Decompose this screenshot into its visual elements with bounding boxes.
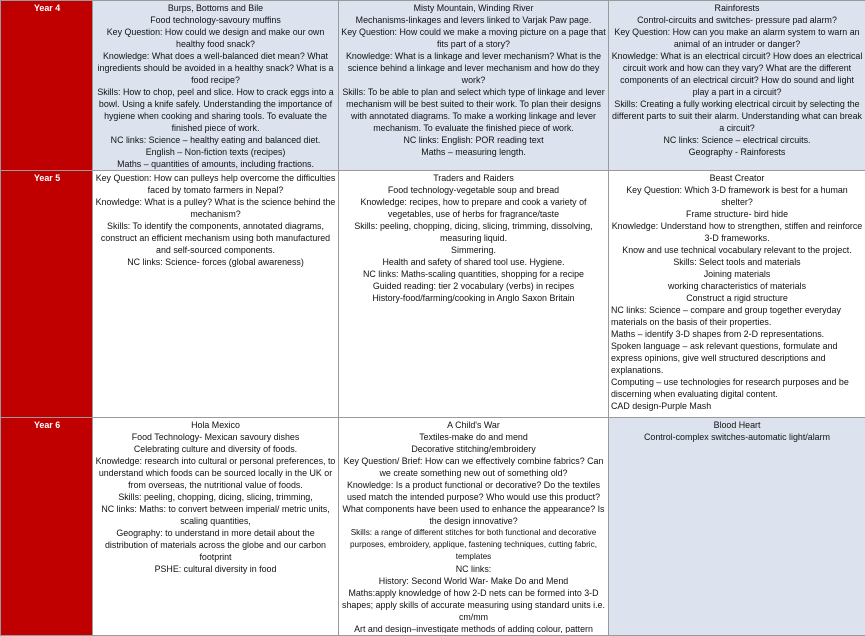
year-label: Year 5 <box>1 171 93 418</box>
topic-line: Control-circuits and switches- pressure pad alarm? <box>611 14 863 26</box>
topic-cell <box>93 418 339 636</box>
topic-line: Spoken language – ask relevant questions, formulate and express opinions, give well structured descriptions and explanations. <box>611 340 863 376</box>
topic-line: Key Question/ Brief: How can we effectively combine fabrics? Can we create something new out of something old? <box>341 455 606 479</box>
topic-line: Skills: To be able to plan and select which type of linkage and lever mechanism will be best suited to their work. To plan their designs with annotated diagrams. To make a working linkage and lever mechanism. To evaluate the finished piece of work. <box>341 86 606 134</box>
topic-line: Geography - Rainforests <box>611 146 863 158</box>
topic-title: Rainforests <box>611 2 863 14</box>
topic-line: CAD design-Purple Mash <box>611 400 863 412</box>
topic-line: Art and design–investigate methods of adding colour, pattern <box>341 623 606 633</box>
topic-cell <box>339 171 609 418</box>
topic-line: Simmering. <box>341 244 606 256</box>
topic-title: Burps, Bottoms and Bile <box>95 2 336 14</box>
topic-line: Know and use technical vocabulary relevant to the project. <box>611 244 863 256</box>
topic-title: Blood Heart <box>611 419 863 431</box>
topic-line: Skills: a range of different stitches for both functional and decorative purposes, embroidery, applique, fastening techniques, cutting fabric, templates <box>341 527 606 563</box>
topic-line: Skills: Creating a fully working electrical circuit by selecting the different parts to suit their alarm. Understanding what can break a circuit? <box>611 98 863 134</box>
row-year-6 <box>1 418 865 636</box>
topic-line: Geography: to understand in more detail about the distribution of materials across the globe and our carbon footprint <box>95 527 336 563</box>
topic-line: Textiles-make do and mend <box>341 431 606 443</box>
topic-line: Frame structure- bird hide <box>611 208 863 220</box>
topic-line: Key Question: Which 3-D framework is best for a human shelter? <box>611 184 863 208</box>
topic-line: NC links: Science- forces (global awareness) <box>95 256 336 268</box>
topic-line: Maths:apply knowledge of how 2-D nets can be formed into 3-D shapes; apply skills of accurate measuring using standard units i.e. cm/mm <box>341 587 606 623</box>
topic-line: Knowledge: Is a product functional or decorative? Do the textiles used match the intended purpose? Who would use this product? What components have been used to enhance the appearance? Is the design innovative? <box>341 479 606 527</box>
topic-line: Knowledge: What does a well-balanced diet mean? What ingredients should be avoided in a healthy snack? What is a food recipe? <box>95 50 336 86</box>
topic-cell <box>339 1 609 171</box>
topic-cell <box>339 418 609 636</box>
topic-line: Skills: To identify the components, annotated diagrams, construct an efficient mechanism using both manufactured and self-sourced components. <box>95 220 336 256</box>
topic-cell <box>609 1 865 171</box>
topic-line: Key Question: How can you make an alarm system to warn an animal of an intruder or danger? <box>611 26 863 50</box>
topic-title: Misty Mountain, Winding River <box>341 2 606 14</box>
topic-line: Decorative stitching/embroidery <box>341 443 606 455</box>
topic-line: Key Question: How could we design and make our own healthy food snack? <box>95 26 336 50</box>
topic-line: Skills: peeling, chopping, dicing, slicing, trimming, <box>95 491 336 503</box>
topic-line: Control-complex switches-automatic light/alarm <box>611 431 863 443</box>
topic-line: Skills: peeling, chopping, dicing, slicing, trimming, dissolving, measuring liquid. <box>341 220 606 244</box>
topic-cell <box>93 171 339 418</box>
topic-line: Skills: Select tools and materials <box>611 256 863 268</box>
topic-line: NC links: Maths: to convert between imperial/ metric units, scaling quantities, <box>95 503 336 527</box>
topic-cell-content <box>341 419 606 633</box>
topic-line: Key Question: How can pulleys help overcome the difficulties faced by tomato farmers in Nepal? <box>95 172 336 196</box>
topic-line: NC links: Science – healthy eating and balanced diet. <box>95 134 336 146</box>
row-year-4 <box>1 1 865 171</box>
topic-title: Traders and Raiders <box>341 172 606 184</box>
topic-line: NC links: <box>341 563 606 575</box>
topic-line: Maths – measuring length. <box>341 146 606 158</box>
topic-line: Knowledge: recipes, how to prepare and cook a variety of vegetables, use of herbs for fragrance/taste <box>341 196 606 220</box>
topic-line: Food Technology- Mexican savoury dishes <box>95 431 336 443</box>
topic-line: Knowledge: What is a pulley? What is the science behind the mechanism? <box>95 196 336 220</box>
topic-line: Key Question: How could we make a moving picture on a page that fits part of a story? <box>341 26 606 50</box>
topic-line: Knowledge: What is an electrical circuit? How does an electrical circuit work and how can they vary? What are the different components of an electrical circuit? How do sound and light play a part in a circuit? <box>611 50 863 98</box>
topic-title: A Child's War <box>341 419 606 431</box>
topic-title: Hola Mexico <box>95 419 336 431</box>
topic-line: NC links: Science – compare and group together everyday materials on the basis of their properties. <box>611 304 863 328</box>
topic-line: Food technology-savoury muffins <box>95 14 336 26</box>
year-label: Year 6 <box>1 418 93 636</box>
topic-line: Guided reading: tier 2 vocabulary (verbs) in recipes <box>341 280 606 292</box>
row-year-5 <box>1 171 865 418</box>
topic-line: History: Second World War- Make Do and Mend <box>341 575 606 587</box>
topic-line: Maths – quantities of amounts, including fractions. <box>95 158 336 170</box>
topic-line: Skills: How to chop, peel and slice. How to crack eggs into a bowl. Using a knife safely. Understanding the importance of hygiene when cooking and sharing tools. To evaluate the finished piece of work. <box>95 86 336 134</box>
topic-cell <box>609 171 865 418</box>
topic-line: NC links: Science – electrical circuits. <box>611 134 863 146</box>
topic-line: Knowledge: What is a linkage and lever mechanism? What is the science behind a linkage and lever mechanism and how do they work? <box>341 50 606 86</box>
topic-line: Mechanisms-linkages and levers linked to Varjak Paw page. <box>341 14 606 26</box>
topic-line: English – Non-fiction texts (recipes) <box>95 146 336 158</box>
topic-line: Knowledge: research into cultural or personal preferences, to understand which foods can be sourced locally in the UK or from overseas, the nutritional value of foods. <box>95 455 336 491</box>
topic-title: Beast Creator <box>611 172 863 184</box>
topic-cell <box>609 418 865 636</box>
topic-line: NC links: Maths-scaling quantities, shopping for a recipe <box>341 268 606 280</box>
topic-line: Maths – identify 3-D shapes from 2-D representations. <box>611 328 863 340</box>
topic-line: Celebrating culture and diversity of foods. <box>95 443 336 455</box>
topic-line: PSHE: cultural diversity in food <box>95 563 336 575</box>
topic-line: History-food/farming/cooking in Anglo Saxon Britain <box>341 292 606 304</box>
topic-line: Joining materials <box>611 268 863 280</box>
topic-line: working characteristics of materials <box>611 280 863 292</box>
topic-line: NC links: English: POR reading text <box>341 134 606 146</box>
topic-line: Food technology-vegetable soup and bread <box>341 184 606 196</box>
topic-cell <box>93 1 339 171</box>
topic-line: Computing – use technologies for research purposes and be discerning when evaluating digital content. <box>611 376 863 400</box>
topic-line: Health and safety of shared tool use. Hygiene. <box>341 256 606 268</box>
topic-line: Knowledge: Understand how to strengthen, stiffen and reinforce 3-D frameworks. <box>611 220 863 244</box>
year-label: Year 4 <box>1 1 93 171</box>
topic-line: Construct a rigid structure <box>611 292 863 304</box>
